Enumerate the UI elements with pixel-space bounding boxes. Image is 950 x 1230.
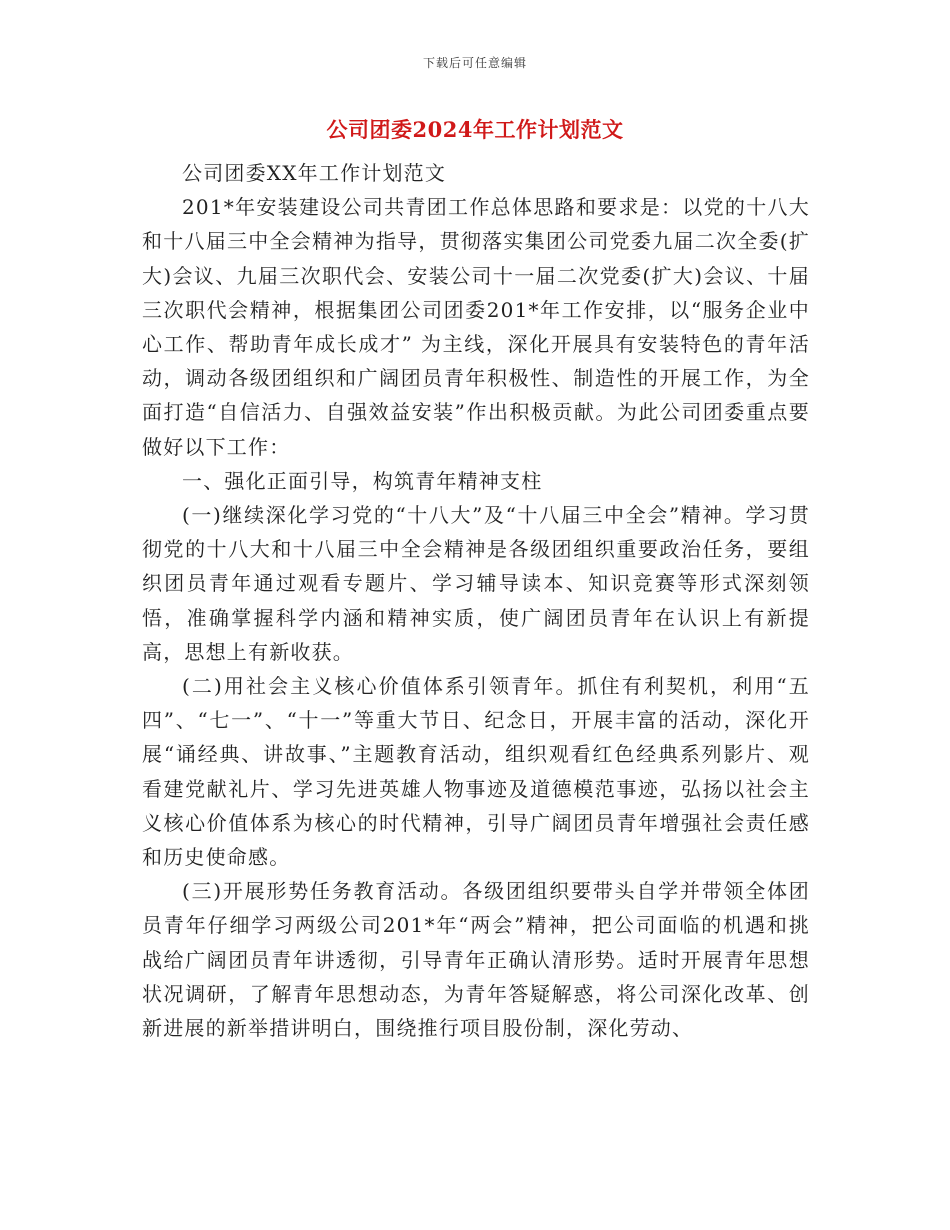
paragraph-item-3: (三)开展形势任务教育活动。各级团组织要带头自学并带领全体团员青年仔细学习两级公司201*年“两会”精神，把公司面临的机遇和挑战给广阔团员青年讲透彻，引导青年正确认清形势。适时开展青年思想状况调研，了解青年思想动态，为青年答疑解惑，将公司深化改革、创新进展的新举措讲明白，围绕推行项目股份制，深化劳动、 <box>142 879 810 1041</box>
document-title: 公司团委2024年工作计划范文 <box>326 117 624 142</box>
section-heading-1: 一、强化正面引导，构筑青年精神支柱 <box>182 468 543 493</box>
page-header-note: 下载后可任意编辑 <box>422 56 527 70</box>
document-body <box>142 156 810 1045</box>
paragraph-item-1: (一)继续深化学习党的“十八大”及“十八届三中全会”精神。学习贯彻党的十八大和十八届三中全会精神是各级团组织重要政治任务，要组织团员青年通过观看专题片、学习辅导读本、知识竞赛等形式深刻领悟，准确掌握科学内涵和精神实质，使广阔团员青年在认识上有新提高，思想上有新收获。 <box>142 503 810 664</box>
paragraph-intro: 201*年安装建设公司共青团工作总体思路和要求是：以党的十八大和十八届三中全会精神为指导，贯彻落实集团公司党委九届二次全委(扩大)会议、九届三次职代会、安装公司十一届二次党委(扩大)会议、十届三次职代会精神，根据集团公司团委201*年工作安排，以“服务企业中心工作、帮助青年成长成才” 为主线，深化开展具有安装特色的青年活动，调动各级团组织和广阔团员青年积极性、制造性的开展工作，为全面打造“自信活力、自强效益安装”作出积极贡献。为此公司团委重点要做好以下工作： <box>142 195 810 459</box>
paragraph-subtitle: 公司团委XX年工作计划范文 <box>182 161 447 185</box>
paragraph-item-2: (二)用社会主义核心价值体系引领青年。抓住有利契机，利用“五四”、“七一”、“十一”等重大节日、纪念日，开展丰富的活动，深化开展“诵经典、讲故事、”主题教育活动，组织观看红色经典系列影片、观看建党献礼片、学习先进英雄人物事迹及道德模范事迹，弘扬以社会主义核心价值体系为核心的时代精神，引导广阔团员青年增强社会责任感和历史使命感。 <box>142 674 810 870</box>
